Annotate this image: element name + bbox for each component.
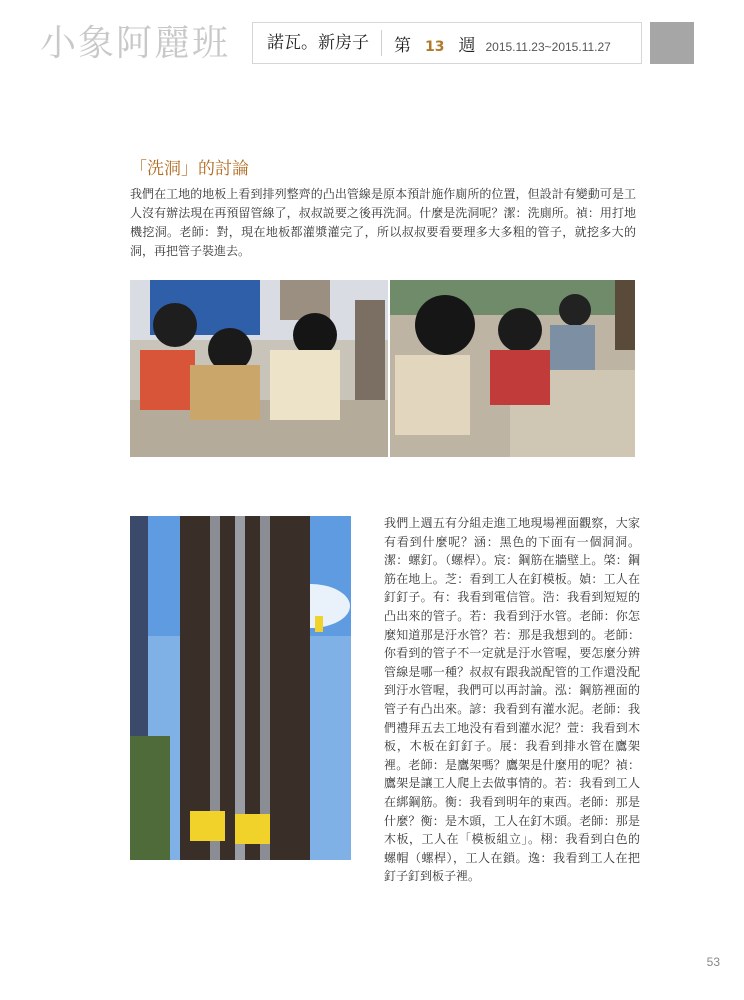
discussion-paragraph: 我們上週五有分組走進工地現場裡面觀察，大家有看到什麼呢？涵：黑色的下面有一個洞洞。潔：螺釘。（螺桿）。宸：鋼筋在牆壁上。棨：鋼筋在地上。芝：看到工人在釘模板。媜：工人在釘釘子。有：我看到電信管。浩：我看到短短的凸出來的管子。若：我看到汙水管。老師：你怎麼知道那是汙水管？若：那是我想到的。老師：你看到的管子不一定就是汙水管喔，要怎麼分辨管線是哪一種？叔叔有跟我説配管的工作還没配到汙水管喔，我們可以再討論。泓：鋼筋裡面的管子有凸出來。諺：我看到有灌水泥。老師：我們禮拜五去工地没有看到灌水泥？萱：我看到木板，木板在釘釘子。展：我看到排水管在鷹架裡。老師：是鷹架嗎？鷹架是什麼用的呢？禎：鷹架是讓工人爬上去做事情的。若：我看到工人在綁鋼筋。衡：我看到明年的東西。老師：那是什麼？衡：是木頭，工人在釘木頭。老師：那是木板，工人在「模板組立」。栩：我看到白色的螺帽（螺桿），工人在鎖。逸：我看到工人在把釘子釘到板子裡。	[384, 516, 640, 884]
header-decoration-block	[650, 22, 694, 64]
week-suffix: 週	[458, 35, 476, 56]
header-title: 諾瓦。新房子	[253, 30, 382, 56]
week-indicator	[382, 31, 611, 56]
page-number: 53	[706, 955, 720, 969]
rebar-column-photo	[130, 516, 351, 860]
class-name: 小象阿麗班	[40, 23, 231, 64]
header-bar	[252, 22, 642, 64]
children-closeup-photo	[390, 280, 635, 457]
week-number: 13	[425, 38, 445, 55]
week-prefix: 第	[394, 35, 411, 56]
intro-paragraph: 我們在工地的地板上看到排列整齊的凸出管線是原本預計施作廁所的位置，但設計有變動可是工人沒有辦法現在再預留管線了，叔叔説要之後再洗洞。什麼是洗洞呢？潔：洗廁所。禎：用打地機挖洞。老師：對，現在地板都灌漿灌完了，所以叔叔要看要理多大多粗的管子，就挖多大的洞，再把管子裝進去。	[130, 187, 636, 258]
date-range: 2015.11.23~2015.11.27	[485, 39, 611, 54]
section-heading: 「洗洞」的討論	[130, 159, 249, 179]
children-crouching-photo	[130, 280, 388, 457]
